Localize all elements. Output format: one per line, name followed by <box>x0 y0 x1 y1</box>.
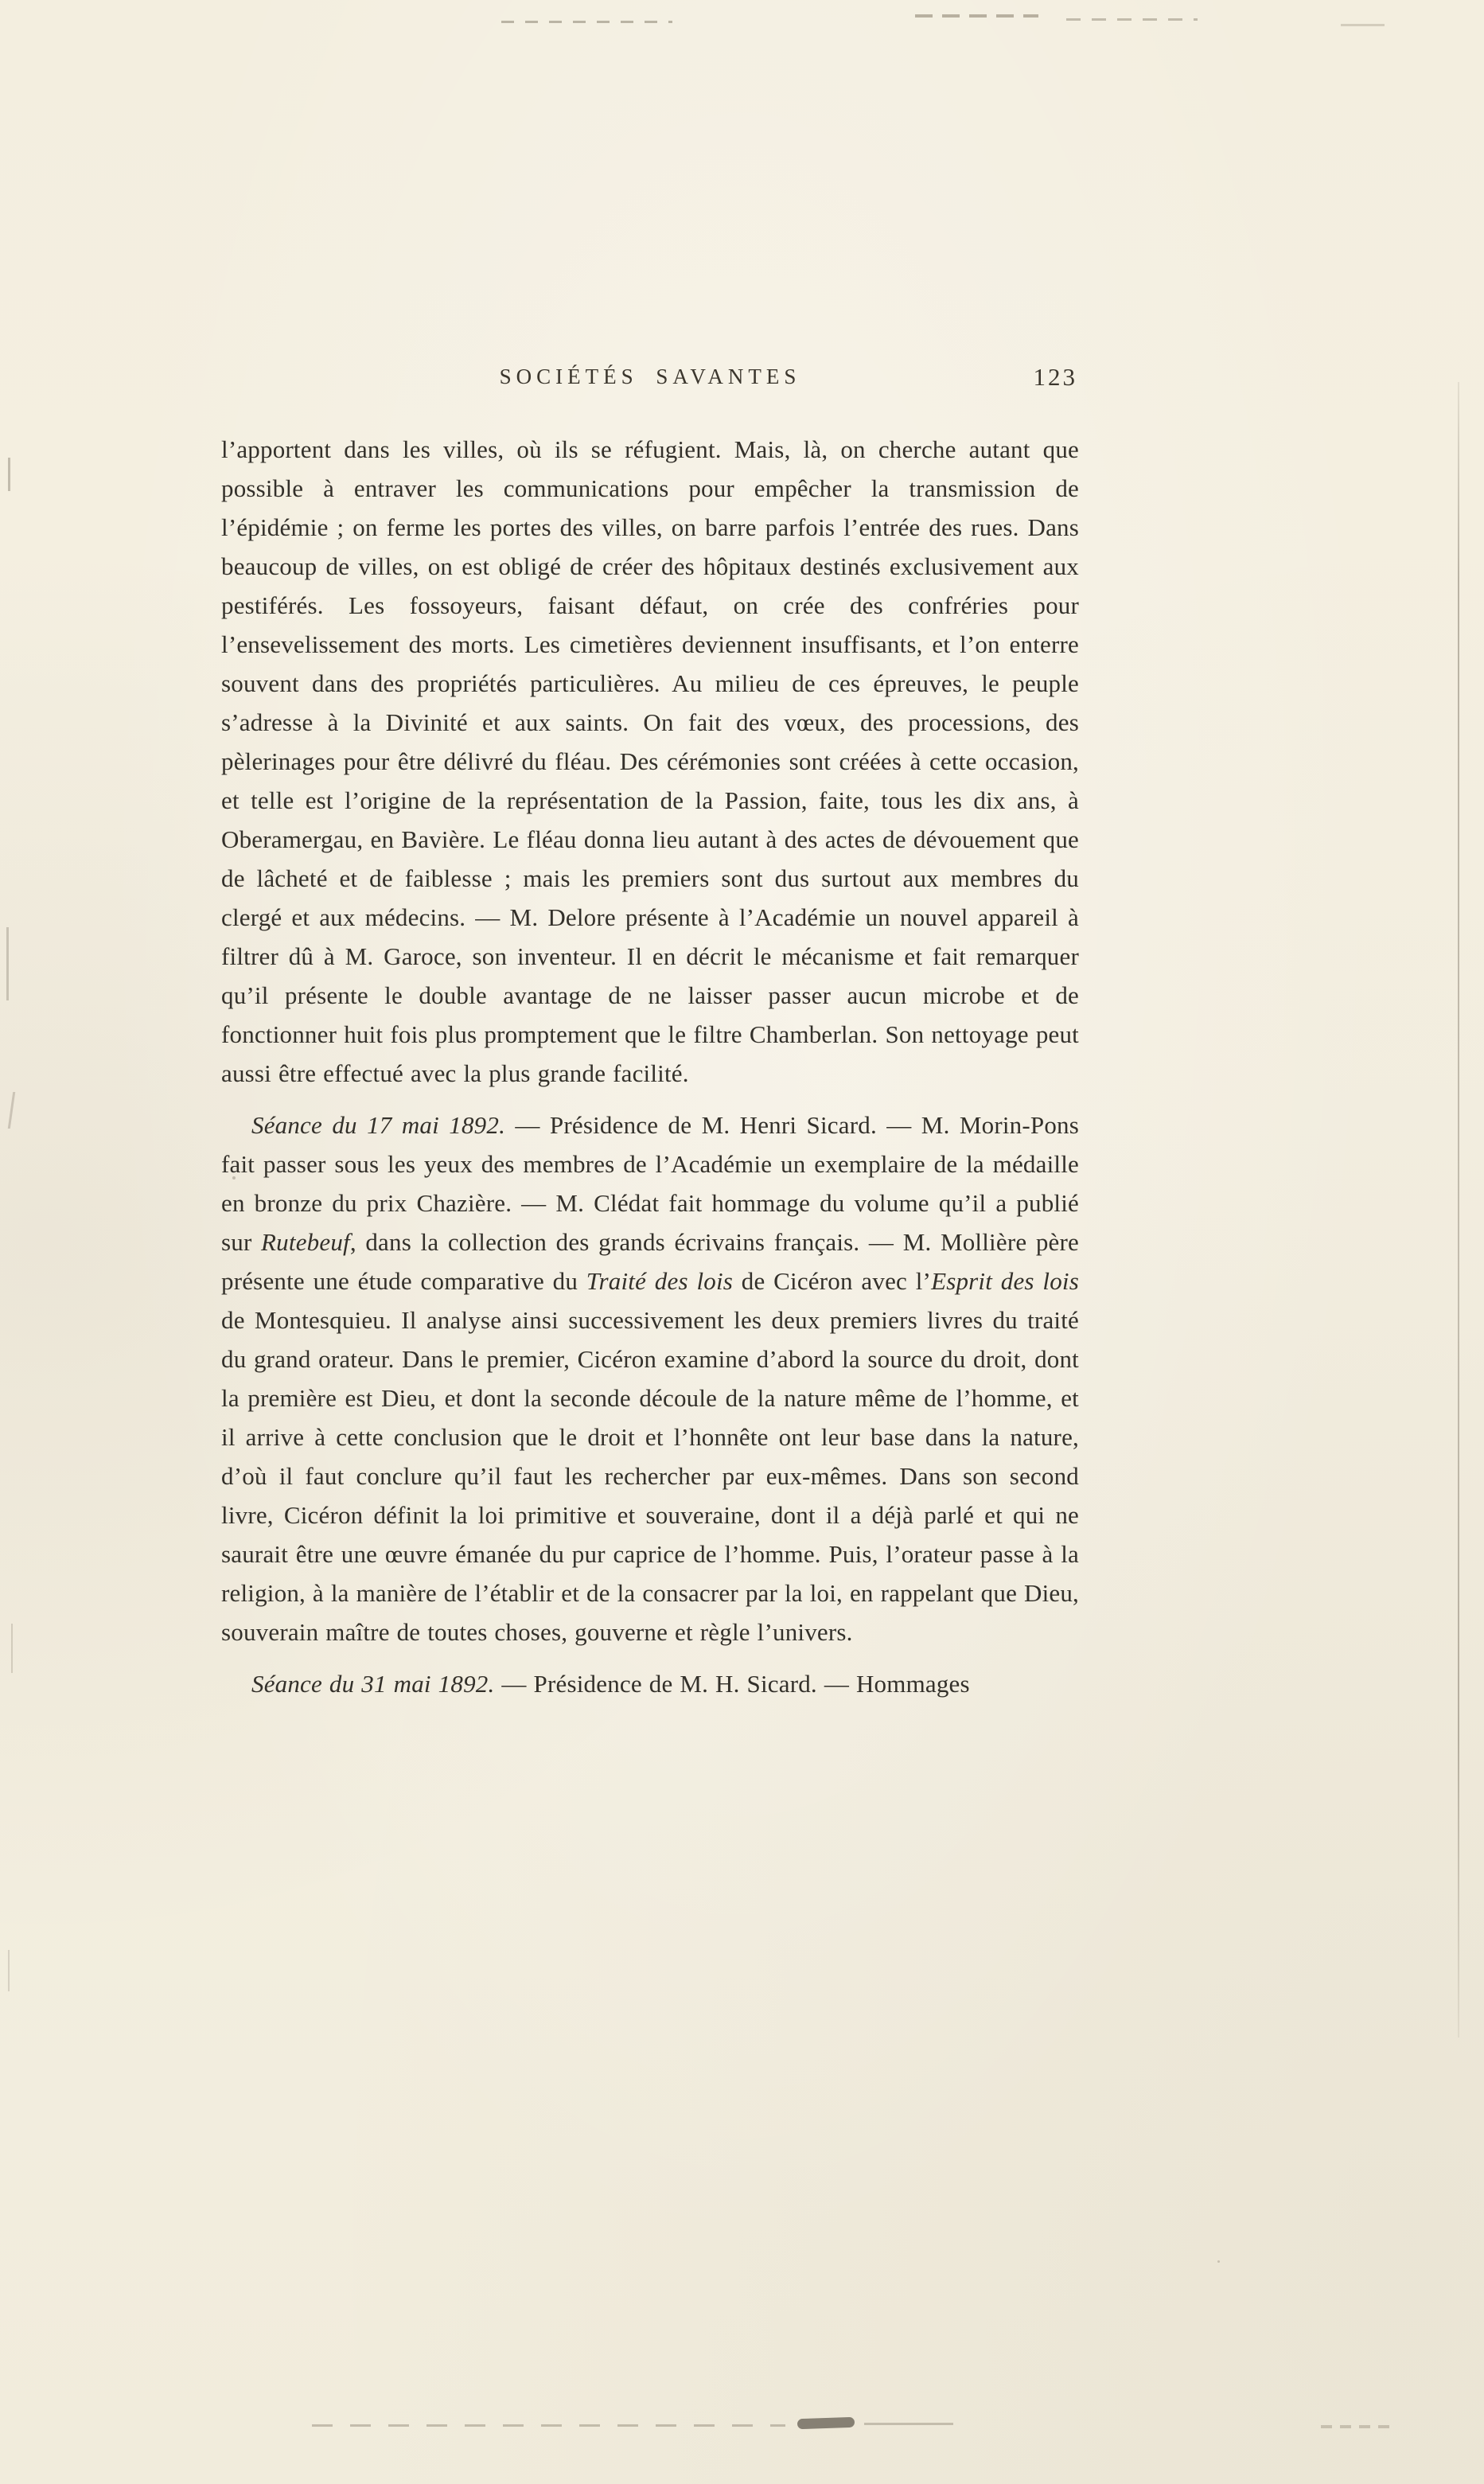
scan-artifact-top-smudge <box>1341 24 1385 26</box>
text-segment: de Montesquieu. Il analyse ainsi successivement les deux premiers livres du traité du grand orateur. Dans le premier, Cicéron examine d’abord la source du droit, dont la première est Dieu, et dont la seconde découle de la nature même de l’homme, et il arrive à cette conclusion que le droit et l’honnête ont leur base dans la nature, d’où il faut conclure qu’il faut les rechercher par eux-mêmes. Dans son second livre, Cicéron définit la loi primitive et souveraine, dont il a déjà parlé et qui ne saurait être une œuvre émanée du pur caprice de l’homme. Puis, l’orateur passe à la religion, à la manière de l’établir et de la consacrer par la loi, en rappelant que Dieu, souverain maître de toutes choses, gouverne et règle l’univers. <box>221 1306 1079 1646</box>
text-segment: — Présidence de M. H. Sicard. — Hommages <box>494 1670 970 1698</box>
scan-artifact-bottom-smudge <box>864 2423 953 2425</box>
text-segment: , dans la collection des grands écrivains français. — M. Mollière père présente une étude comparative du <box>221 1228 1079 1295</box>
scan-artifact-top-smudge <box>1066 18 1198 21</box>
scan-artifact-speck <box>1217 2260 1220 2263</box>
running-title: SOCIÉTÉS SAVANTES <box>499 365 801 388</box>
text-body <box>221 430 1079 1703</box>
text-segment: — Présidence de M. Henri Sicard. — M. Morin-Pons fait passer sous les yeux des membres de l’Académie un exemplaire de la médaille en bronze du prix Chazière. — M. Clédat fait hommage du volume qu’il a publié sur <box>221 1111 1079 1256</box>
scan-artifact-bottom-smudge <box>1321 2425 1394 2428</box>
italic-text-segment: Traité des lois <box>586 1267 734 1295</box>
scan-artifact-left-tick <box>8 1092 15 1129</box>
paragraph <box>221 430 1079 1093</box>
text-segment: de Cicéron avec l’ <box>733 1267 932 1295</box>
scan-artifact-top-smudge <box>915 14 1038 18</box>
scan-artifact-top-smudge <box>501 21 672 23</box>
scan-artifact-left-tick <box>8 458 10 491</box>
scan-artifact-left-tick <box>8 1950 10 1991</box>
scan-artifact-bottom-blot <box>797 2417 855 2430</box>
paragraph <box>221 1664 1079 1703</box>
scan-artifact-left-tick <box>11 1624 13 1673</box>
scan-artifact-right-edge-line <box>1458 382 1459 2038</box>
italic-text-segment: Rutebeuf <box>261 1228 350 1256</box>
paragraph <box>221 1106 1079 1651</box>
italic-text-segment: Esprit des lois <box>931 1267 1080 1295</box>
scan-artifact-left-tick <box>6 927 9 1000</box>
page-header <box>221 365 1079 400</box>
page-number: 123 <box>1033 363 1077 391</box>
italic-text-segment: Séance du 17 mai 1892. <box>251 1111 506 1139</box>
text-segment: l’apportent dans les villes, où ils se réfugient. Mais, là, on cherche autant que possible à entraver les communications pour empêcher la transmission de l’épidémie ; on ferme les portes des villes, on barre parfois l’entrée des rues. Dans beaucoup de villes, on est obligé de créer des hôpitaux destinés exclusivement aux pestiférés. Les fossoyeurs, faisant défaut, on crée des confréries pour l’ensevelissement des morts. Les cimetières deviennent insuffisants, et l’on enterre souvent dans des propriétés particulières. Au milieu de ces épreuves, le peuple s’adresse à la Divinité et aux saints. On fait des vœux, des processions, des pèlerinages pour être délivré du fléau. Des cérémonies sont créées à cette occasion, et telle est l’origine de la représentation de la Passion, faite, tous les dix ans, à Oberamergau, en Bavière. Le fléau donna lieu autant à des actes de dévouement que de lâcheté et de faiblesse ; mais les premiers sont dus surtout aux membres du clergé et aux médecins. — M. Delore présente à l’Académie un nouvel appareil à filtrer dû à M. Garoce, son inventeur. Il en décrit le mécanisme et fait remarquer qu’il présente le double avantage de ne laisser passer aucun microbe et de fonctionner huit fois plus promptement que le filtre Chamberlan. Son nettoyage peut aussi être effectué avec la plus grande facilité. <box>221 435 1079 1087</box>
scan-artifact-bottom-smudge <box>312 2424 785 2427</box>
italic-text-segment: Séance du 31 mai 1892. <box>251 1670 495 1698</box>
